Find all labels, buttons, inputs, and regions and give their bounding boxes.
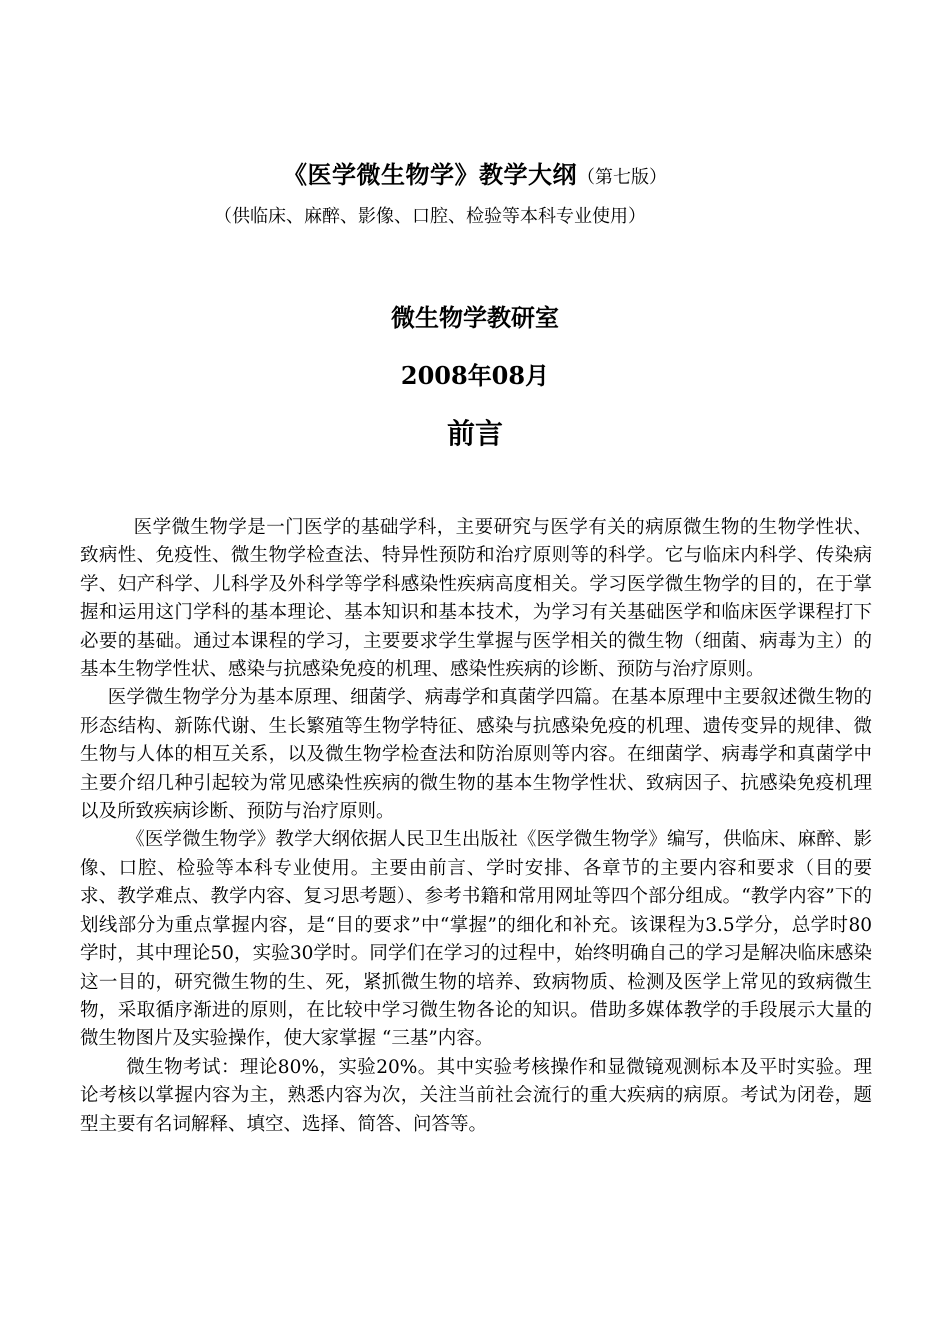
paragraph: 微生物考试：理论80%，实验20%。其中实验考核操作和显微镜观测标本及平时实验。理论考核以掌握内容为主，熟悉内容为次，关注当前社会流行的重大疾病的病原。考试为闭卷，题型主要有名词解释、填空、选择、简答、问答等。 — [80, 1056, 872, 1135]
document-title — [0, 155, 950, 190]
paragraph: 医学微生物学是一门医学的基础学科，主要研究与医学有关的病原微生物的生物学性状、致病性、免疫性、微生物学检查法、特异性预防和治疗原则等的科学。它与临床内科学、传染病学、妇产科学、儿科学及外科学等学科感染性疾病高度相关。学习医学微生物学的目的，在于掌握和运用这门学科的基本理论、基本知识和基本技术，为学习有关基础医学和临床医学课程打下必要的基础。通过本课程的学习，主要要求学生掌握与医学相关的微生物（细菌、病毒为主）的基本生物学性状、感染与抗感染免疫的机理、感染性疾病的诊断、预防与治疗原则。 — [80, 517, 872, 681]
department-name: 微生物学教研室 — [391, 303, 559, 332]
document-date: 2008年08月 — [400, 361, 550, 390]
title-edition: （第七版） — [577, 167, 667, 188]
section-heading-preface: 前言 — [446, 417, 503, 450]
document-subtitle: （供临床、麻醉、影像、口腔、检验等本科专业使用） — [214, 206, 646, 227]
paragraph: 医学微生物学分为基本原理、细菌学、病毒学和真菌学四篇。在基本原理中主要叙述微生物的形态结构、新陈代谢、生长繁殖等生物学特征、感染与抗感染免疫的机理、遗传变异的规律、微生物与人体的相互关系，以及微生物学检查法和防治原则等内容。在细菌学、病毒学和真菌学中主要介绍几种引起较为常见感染性疾病的微生物的基本生物学性状、致病因子、抗感染免疫机理以及所致疾病诊断、预防与治疗原则。 — [80, 687, 872, 823]
paragraph: 《医学微生物学》教学大纲依据人民卫生出版社《医学微生物学》编写，供临床、麻醉、影像、口腔、检验等本科专业使用。主要由前言、学时安排、各章节的主要内容和要求（目的要求、教学难点、教学内容、复习思考题）、参考书籍和常用网址等四个部分组成。“教学内容”下的划线部分为重点掌握内容，是“目的要求”中“掌握”的细化和补充。该课程为3.5学分，总学时80学时，其中理论50，实验30学时。同学们在学习的过程中，始终明确自己的学习是解决临床感染这一目的，研究微生物的生、死，紧抓微生物的培养、致病物质、检测及医学上常见的致病微生物，采取循序渐进的原则，在比较中学习微生物各论的知识。借助多媒体教学的手段展示大量的微生物图片及实验操作，使大家掌握 “三基”内容。 — [80, 829, 872, 1050]
title-main: 《医学微生物学》教学大纲 — [283, 160, 577, 189]
preface-body — [80, 514, 872, 1139]
